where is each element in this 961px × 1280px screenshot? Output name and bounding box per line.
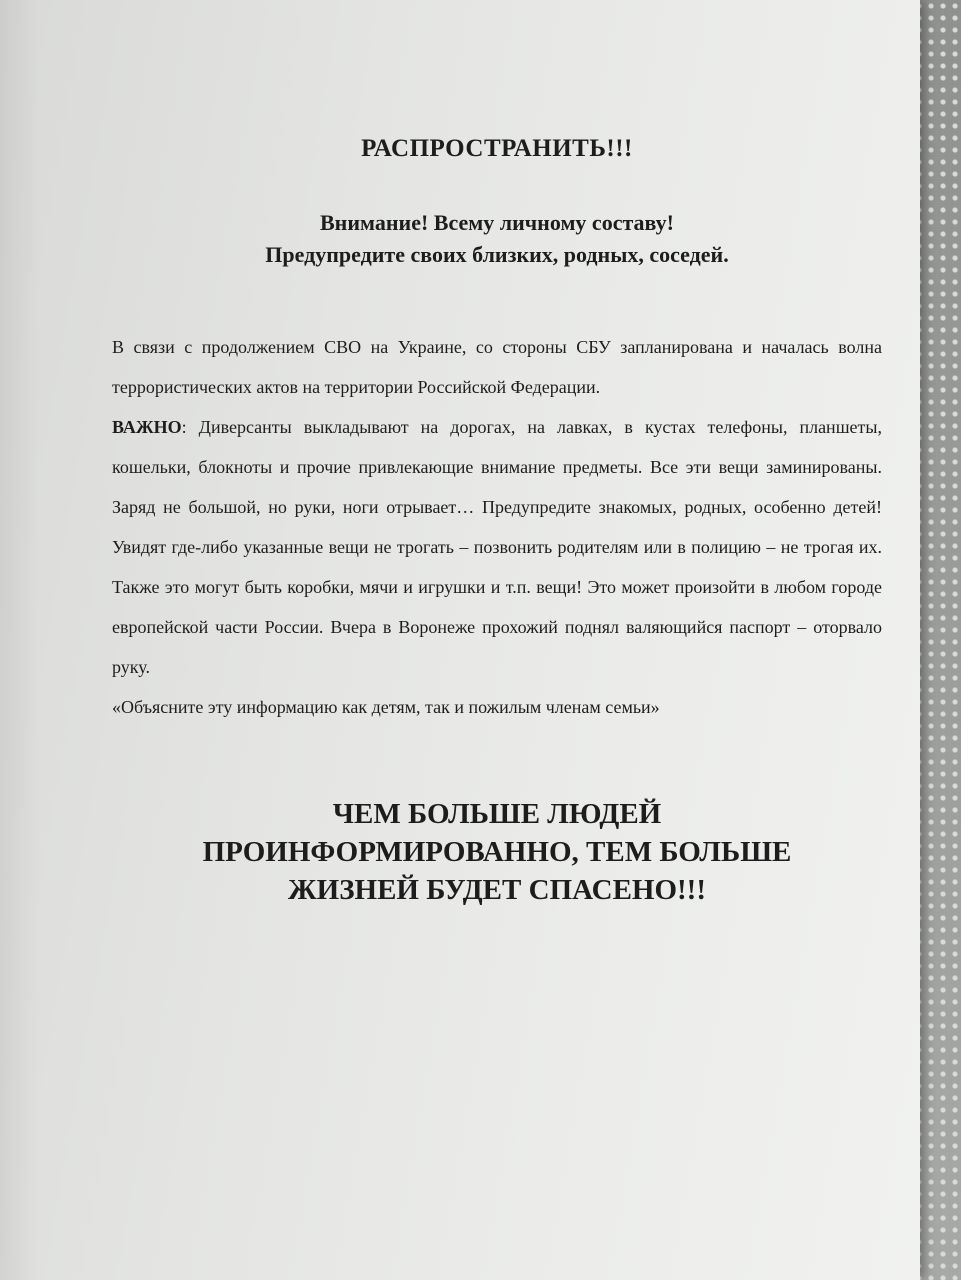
- important-text: : Диверсанты выкладывают на дорогах, на лавках, в кустах телефоны, планшеты, кошельки, блокноты и прочие привлекающие внимание предметы. Все эти вещи заминированы. Заряд не большой, но руки, ноги отрывает… Предупредите знакомых, родных, особенно детей! Увидят где-либо указанные вещи не трогать – позвонить родителям или в полицию – не трогая их. Также это могут быть коробки, мячи и игрушки и т.п. вещи! Это может произойти в любом городе европейской части России. Вчера в Воронеже прохожий поднял валяющийся паспорт – оторвало руку.: [112, 417, 882, 677]
- document-title: РАСПРОСТРАНИТЬ!!!: [361, 135, 633, 162]
- footer-line: ЧЕМ БОЛЬШЕ ЛЮДЕЙ: [332, 798, 662, 830]
- footer-line: ЖИЗНЕЙ БУДЕТ СПАСЕНО!!!: [287, 874, 706, 906]
- document-subtitle: [112, 207, 882, 271]
- document-body: [112, 327, 882, 727]
- paragraph-quote: «Объясните эту информацию как детям, так и пожилым членам семьи»: [112, 697, 660, 717]
- paragraph-intro: В связи с продолжением СВО на Украине, со стороны СБУ запланирована и началась волна террористических актов на территории Российской Федерации.: [112, 337, 882, 397]
- footer-line: ПРОИНФОРМИРОВАННО, ТЕМ БОЛЬШЕ: [202, 836, 792, 868]
- paper-shadow: [0, 0, 40, 1280]
- paragraph-important: [112, 407, 882, 687]
- document-content: [112, 135, 882, 909]
- important-label: ВАЖНО: [112, 417, 182, 437]
- document-footer-slogan: [112, 795, 882, 909]
- subtitle-line: Предупредите своих близких, родных, соседей.: [265, 242, 729, 267]
- subtitle-line: Внимание! Всему личному составу!: [320, 210, 674, 235]
